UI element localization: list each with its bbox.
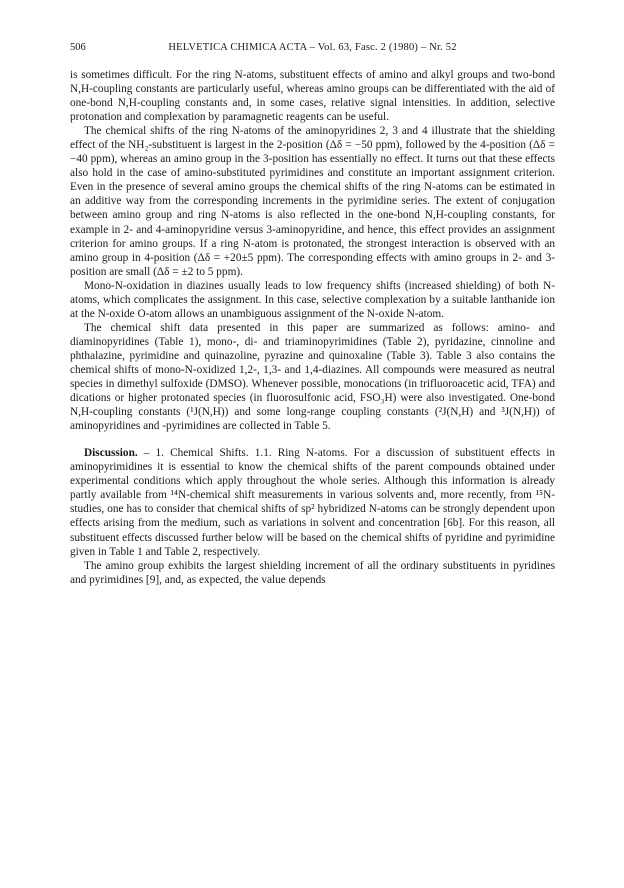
page-header (70, 40, 555, 56)
paragraph-amino-shielding: The amino group exhibits the largest shielding increment of all the ordinary substituents in pyridines and pyrimidines [9], and, as expected, the value depends (70, 559, 555, 586)
article-body (70, 68, 555, 587)
paragraph-continued: is sometimes difficult. For the ring N-atoms, substituent effects of amino and alkyl groups and two-bond N,H-coupling constants are particularly useful, whereas amino groups can be differentiated with the aid of one-bond N,H-coupling constants and, in some cases, relative signal intensities. In addition, selective protonation and complexation by paramagnetic reagents can be useful. (70, 69, 555, 124)
paragraph-aminopyridine-shifts: The chemical shifts of the ring N-atoms of the aminopyridines 2, 3 and 4 illustrate that the shielding effect of the NH₂-substituent is largest in the 2-position (Δδ = −50 ppm), followed by the 4-position (Δδ = −40 ppm), whereas an amino group in the 3-position has essentially no effect. It turns out that these effects also hold in the case of amino-substituted pyrimidines and constitute an important assignment criterion. Even in the presence of several amino groups the chemical shifts of the ring N-atoms can be estimated in an additive way from the corresponding increments in the pyrimidine series. The extent of conjugation between amino group and ring N-atoms is also reflected in the one-bond N,H-coupling constants, for example in 2- and 4-aminopyridine versus 3-aminopyridine, and hence, this effect provides an assignment criterion for amino groups. If a ring N-atom is protonated, the strongest interaction is observed with an amino group in 4-position (Δδ = +20±5 ppm). The corresponding effects with amino groups in 2- and 3-position are small (Δδ = ±2 to 5 ppm). (70, 125, 555, 278)
discussion-heading: Discussion. (84, 447, 138, 460)
paragraph-data-summary: The chemical shift data presented in this paper are summarized as follows: amino- and diaminopyridines (Table 1), mono-, di- and triaminopyrimidines (Table 2), pyridazine, cinnoline and phthalazine, pyrimidine and quinazoline, pyrazine and quinoxaline (Table 3). Table 3 also contains the chemical shifts of mono-N-oxidized 1,2-, 1,3- and 1,4-diazines. All compounds were measured as neutral species in dimethyl sulfoxide (DMSO). Whenever possible, monocations (in trifluoroacetic acid, TFA) and dications or higher protonated species (in fluorosulfonic acid, FSO₃H) were also investigated. One-bond N,H-coupling constants (¹J(N,H)) and some long-range coupling constants (²J(N,H) and ³J(N,H)) of aminopyridines and -pyrimidines are collected in Table 5. (70, 321, 555, 433)
running-title: HELVETICA CHIMICA ACTA – Vol. 63, Fasc. 2 (1980) – Nr. 52 (168, 42, 457, 53)
discussion-paragraph (70, 446, 555, 558)
page-number: 506 (70, 42, 86, 53)
paragraph-n-oxidation: Mono-N-oxidation in diazines usually leads to low frequency shifts (increased shielding) of both N-atoms, which complicates the assignment. In this case, selective complexation by a suitable lanthanide ion at the N-oxide O-atom allows an unambiguous assignment of the N-oxide N-atom. (70, 279, 555, 320)
discussion-text: – 1. Chemical Shifts. 1.1. Ring N-atoms. For a discussion of substituent effects in aminopyrimidines it is essential to know the chemical shifts of the parent compounds obtained under experimental conditions which apply throughout the whole series. Although this information is already partly available from ¹⁴N-chemical shift measurements in various solvents and, more recently, from ¹⁵N-studies, one has to consider that chemical shifts of sp² hybridized N-atoms can be strongly dependent upon effects arising from the medium, such as variations in solvent and concentration [6b]. For this reason, all substituent effects discussed further below will be based on the chemical shifts of pyridine and pyrimidine given in Table 1 and Table 2, respectively. (70, 447, 555, 558)
